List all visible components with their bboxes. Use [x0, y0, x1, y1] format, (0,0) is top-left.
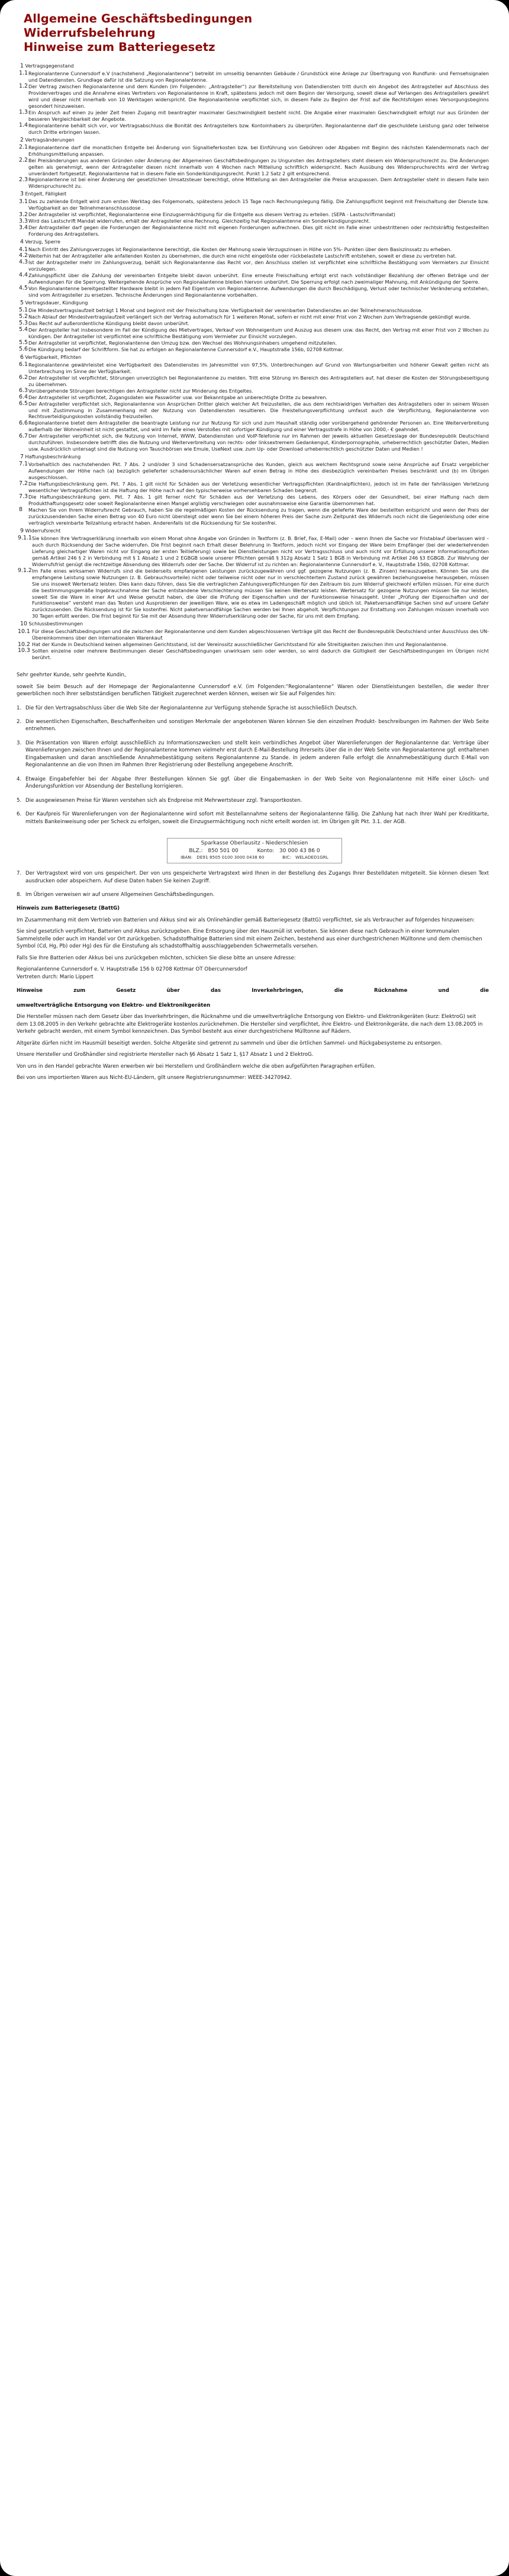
agb-item	[17, 314, 489, 320]
agb-item-text: Ein Anspruch auf einen zu jeder Zeit freien Zugang mit beantragter maximaler Geschwindigkeit besteht nicht. Die Angabe einer maximalen Geschwindigkeit erfolgt nur aus Gründen der besseren Vergleichbarkeit der Angebote.	[28, 109, 489, 122]
bank-iban-bic	[170, 855, 339, 860]
letter-item-number: 6.	[17, 811, 22, 818]
agb-item-text: Regionalantenne darf die monatlichen Entgelte bei Änderung von Signallieferkosten bzw. bei Einführung von Gebühren oder Abgaben mit Beginn des nächsten Kalendermonats nach der Erhöhungsmitteilung anpassen.	[28, 144, 489, 157]
agb-item-number: 6.6	[19, 419, 28, 426]
letter-item-number: 1.	[17, 705, 22, 711]
letter-item	[17, 891, 489, 898]
agb-item-number: 1.1	[19, 70, 28, 77]
blz-label: BLZ.:	[189, 847, 203, 854]
agb-section-number: 3	[20, 191, 24, 198]
agb-section-title: Vertragsgegenstand	[23, 62, 74, 69]
blz-value: 850 501 00	[208, 847, 239, 854]
iban-label: IBAN:	[181, 854, 193, 860]
agb-item-text: Die Mindestvertragslaufzeit beträgt 1 Monat und beginnt mit der Freischaltung bzw. Verfügbarkeit der vereinbarten Datendienstes an der Teilnehmeranschlussdose.	[28, 307, 423, 314]
agb-item-text: Der Antragsteller verpflichtet sich, Regionalantenne von Ansprüchen Dritter gleich welcher Art freizustellen, die aus dem rechtswidrigen Verhalten des Antragstellers oder in seinem Wissen und mit Zustimmung in Zusammenhang mit der Nutzung von Datendiensten resultieren. Die Freistellungsverpflichtung umfasst auch die Verpflichtung, Regionalantenne von Rechtsverteidigungskosten vollständig freizustellen.	[28, 400, 489, 420]
agb-item-number: 7.2	[19, 480, 28, 487]
agb-item	[17, 481, 489, 494]
agb-item	[17, 307, 489, 314]
agb-item-number: 4.5	[19, 285, 28, 292]
agb-section-title: Haftungsbeschränkung	[23, 454, 81, 460]
agb-section-number: 4	[20, 239, 24, 246]
agb-item-number: 6.4	[19, 393, 28, 400]
agb-section-title: Entgelt, Fälligkeit	[23, 191, 67, 197]
agb-item	[17, 401, 489, 420]
agb-body	[11, 56, 498, 661]
elektrog-paragraph-4: Von uns in den Handel gebrachte Waren erwerben wir bei Herstellern und Großhändlern welche die oben aufgeführten Paragraphen erfüllen.	[17, 1063, 376, 1069]
agb-item-number: 9.1.1	[18, 535, 32, 542]
agb-item	[17, 253, 489, 259]
agb-item	[17, 461, 489, 481]
letter-item	[17, 740, 489, 769]
title-line-3: Hinweise zum Batteriegesetz	[24, 40, 215, 54]
agb-item-text: Machen Sie von Ihrem Widerrufsrecht Gebrauch, haben Sie die regelmäßigen Kosten der Rücksendung zu tragen, wenn die gelieferte Ware der bestellten entspricht und wenn der Preis der zurückzusendenden Sache einen Betrag von 40 Euro nicht übersteigt oder wenn Sie bei einem höheren Preis der Sache zum Zeitpunkt des Widerrufs noch nicht die Gegenleistung oder eine vertraglich vereinbarte Teilzahlung erbracht haben. Anderenfalls ist die Rücksendung für Sie kostenfrei.	[28, 506, 489, 526]
agb-item-number: 1.4	[19, 121, 28, 129]
letter-item	[17, 797, 489, 804]
battg-paragraph-3: Falls Sie Ihre Batterien oder Akkus bei uns zurückgeben möchten, schicken Sie diese bitte an unsere Adresse:	[17, 955, 296, 961]
agb-item-number: 3.1	[19, 198, 28, 205]
letter-item	[17, 705, 489, 712]
agb-item-number: 2.2	[19, 156, 28, 163]
agb-item	[17, 224, 489, 237]
agb-item-number: 6.2	[19, 374, 28, 381]
agb-item-text: Wird das Lastschrift Mandat widerrufen, erhält der Antragsteller eine Rechnung. Gleichzeitig hat Regionalantenne ein Sonderkündigungsrecht.	[28, 218, 371, 224]
agb-item-text: Regionalantenne Cunnersdorf e.V (nachstehend „Regionalantenne“) betreibt im umseitig benannten Gebäude / Grundstück eine Anlage zur Übertragung von Rundfunk- und Fernsehsignalen und Datendiensten. Grundlage dafür ist die Satzung von Regionalantenne.	[28, 70, 489, 83]
agb-item-number: 6.7	[19, 432, 28, 439]
agb-section-title: Vertragsänderungen	[23, 136, 75, 143]
agb-section-title: Vertragsdauer, Kündigung	[23, 299, 88, 306]
agb-item	[17, 123, 489, 136]
agb-section-heading	[17, 62, 489, 70]
agb-item	[17, 362, 489, 375]
agb-item	[17, 420, 489, 433]
customer-letter-tail	[11, 863, 498, 898]
letter-item-number: 5.	[17, 797, 22, 804]
title-line-2: Widerrufsbelehrung	[24, 25, 156, 40]
agb-item-number: 5.4	[19, 326, 28, 333]
agb-item	[17, 70, 489, 83]
letter-salutation: Sehr geehrter Kunde, sehr geehrte Kundin,	[17, 672, 126, 679]
letter-item-text: Die für den Vertragsabschluss über die Web Site der Regionalantenne zur Verfügung stehende Sprache ist ausschließlich Deutsch.	[25, 705, 358, 711]
letter-item-text: Der Vertragstext wird von uns gespeichert. Der von uns gespeicherte Vertragstext wird Ihnen in der Bestellung des Zugangs Ihrer Bestelldaten mitgeteilt. Sie können diesen Text ausdrucken oder abspeichern. Auf diese Daten haben Sie keinen Zugriff.	[25, 871, 489, 884]
agb-item-text: Im Falle eines wirksamen Widerrufs sind die beiderseits empfangenen Leistungen zurückzugewähren und ggf. gezogene Nutzungen (z. B. Zinsen) herauszugeben. Können Sie uns die empfangene Leistung sowie Nutzungen (z. B. Gebrauchsvorteile) nicht oder teilweise nicht oder nur in verschlechtertem Zustand zurück gewähren beziehungsweise herausgeben, müssen Sie uns insoweit Wertersatz leisten. Dies kann dazu führen, dass Sie die vertraglichen Zahlungsverpflichtungen für den Zeitraum bis zum Widerruf gleichwohl erfüllen müssen. Für eine durch die bestimmungsgemäße Ingebrauchnahme der Sache entstandene Verschlechterung müssen Sie keinen Wertersatz leisten. Wertersatz für gezogene Nutzungen müssen Sie nur leisten, soweit Sie die Ware in einer Art und Weise genutzt haben, die über die Prüfung der Eigenschaften und der Funktionsweise hinausgeht. Unter „Prüfung der Eigenschaften und der Funktionsweise“ versteht man das Testen und Ausprobieren der jeweiligen Ware, wie es etwa im Ladengeschäft möglich und üblich ist. Paketversandfähige Sachen sind auf unsere Gefahr zurückzusenden. Die Rücksendung ist für Sie kostenfrei. Nicht paketversandfähige Sachen werden bei Ihnen abgeholt. Verpflichtungen zur Erstattung von Zahlungen müssen innerhalb von 30 Tagen erfüllt werden. Die Frist beginnt für Sie mit der Absendung Ihrer Widerrufserklärung oder der Sache, für uns mit dem Empfang.	[32, 567, 489, 619]
agb-item	[17, 568, 489, 620]
agb-item	[17, 388, 489, 394]
agb-item-text: Der Antragsteller hat insbesondere im Fall der Kündigung des Mietvertrages, Verkauf von Wohneigentum und Auszug aus diesem usw. das Recht, den Vertrag mit einer Frist von 2 Wochen zu kündigen. Der Antragsteller ist verpflichtet eine schriftliche Bestätigung vom Vermieter zur Einsicht vorzulegen.	[28, 326, 489, 339]
page-title	[11, 8, 498, 56]
agb-item-number: 5.2	[19, 313, 28, 320]
agb-section-number: 2	[20, 136, 24, 143]
agb-item-number: 4.2	[19, 252, 28, 259]
agb-section-title: Verzug, Sperre	[23, 239, 60, 245]
agb-item-number: 6.3	[19, 387, 28, 394]
agb-item	[17, 375, 489, 388]
agb-section-number: 9	[20, 527, 24, 534]
agb-item-text: Der Antragsteller ist verpflichtet, Regionalantenne den Umzug bzw. den Wechsel des Wohnungsinhabers umgehend mitzuteilen.	[28, 339, 337, 346]
elektrog-paragraph-3: Unsere Hersteller und Großhändler sind registrierte Hersteller nach §6 Absatz 1 Satz 1, §17 Absatz 1 und 2 ElektroG.	[17, 1052, 314, 1058]
agb-item	[17, 628, 489, 641]
agb-item-number: 10.1	[18, 628, 30, 635]
agb-item-text: Die Haftungsbeschränkung gem. Pkt. 7 Abs. 1 gilt nicht für Schäden aus der Verletzung wesentlicher Vertragspflichten (Kardinalpflichten), jedoch ist im Falle der fahrlässigen Verletzung wesentlicher Vertragspflichten ist die Haftung der Höhe nach auf den typischerweise vorhersehbaren Schaden begrenzt.	[28, 481, 489, 494]
agb-item-text: Vorübergehende Störungen berechtigen den Antragsteller nicht zur Minderung des Entgeltes.	[28, 387, 253, 394]
agb-item-number: 3.2	[19, 211, 28, 218]
iban-value: DE91 8505 0100 3000 0438 60	[196, 854, 265, 860]
battg-heading: Hinweis zum Batteriegesetz (BattG)	[17, 905, 120, 912]
agb-item	[17, 144, 489, 158]
agb-item-text: Sollten einzelne oder mehrere Bestimmungen dieser Geschäftsbedingungen unwirksam sein oder werden, so wird dadurch die Gültigkeit der Geschäftsbedingungen im Übrigen nicht berührt.	[32, 648, 489, 661]
agb-item	[17, 641, 489, 648]
agb-section-title: Widerrufsrecht	[23, 527, 61, 534]
bank-name: Sparkasse Oberlausitz - Niederschlesien	[201, 840, 308, 846]
agb-section-heading	[17, 354, 489, 362]
agb-item-number: 10.2	[18, 641, 30, 648]
agb-item	[17, 346, 489, 353]
agb-item-number: 1.2	[19, 83, 28, 90]
agb-item-number: 2.1	[19, 143, 28, 150]
agb-item-number: 4.1	[19, 246, 28, 253]
agb-item-number: 5.1	[19, 307, 28, 314]
letter-item-number: 2.	[17, 719, 22, 725]
agb-item-text: Für diese Geschäftsbedingungen und die zwischen der Regionalantenne und dem Kunden abgeschlossenen Verträge gilt das Recht der Bundesrepublik Deutschland unter Ausschluss des UN-Übereinkommens über den internationalen Warenkauf.	[32, 628, 489, 641]
agb-section-heading	[17, 136, 489, 144]
agb-section-number: 1	[20, 62, 24, 69]
agb-item-text: Der Antragsteller verpflichtet sich, die Nutzung von Internet, WWW, Datendiensten und VoIP-Telefonie nur im Rahmen der jeweils aktuellen Gesetzeslage der Bundesrepublik Deutschland durchzuführen. Insbesondere betrifft dies die Nutzung und Weiterverbreitung von rechts- oder linksextremem Gedankengut, Kinderpornographie, urheberrechtlich geschützter Daten, Medien usw. Ausdrücklich untersagt sind die Nutzung von Tauschbörsen wie Emule, UseNext usw. zum Up- oder Download urheberrechtlich geschützter Daten und Medien !	[28, 433, 489, 452]
agb-section-heading	[17, 190, 489, 198]
elektrog-paragraph-5: Bei von uns importierten Waren aus Nicht-EU-Ländern, gilt unsere Registrierungsnummer: WEEE-34270942.	[17, 1075, 292, 1081]
battg-section	[11, 898, 498, 981]
bank-blz-konto	[170, 847, 339, 855]
agb-item-text: Nach Eintritt des Zahlungsverzuges ist Regionalantenne berechtigt, die Kosten der Mahnung sowie Verzugszinsen in Höhe von 5%- Punkten über dem Basiszinssatz zu erheben.	[28, 246, 452, 253]
agb-item-number: 5.3	[19, 320, 28, 327]
agb-item-text: Der Antragsteller ist verpflichtet, Zugangsdaten wie Passwörter usw. vor Bekanntgabe an unberechtigte Dritte zu bewahren.	[28, 394, 328, 400]
letter-item	[17, 811, 489, 826]
agb-section-heading	[17, 238, 489, 246]
agb-item-number: 3.3	[19, 217, 28, 224]
agb-item	[17, 507, 489, 526]
agb-section-heading	[17, 527, 489, 535]
agb-item-text: Das zu zahlende Entgelt wird zum ersten Werktag des Folgemonats, spätestens jedoch 15 Tage nach Rechnungslegung fällig. Die Zahlungspflicht beginnt mit Freischaltung der Dienste bzw. Verfügbarkeit an der Teilnehmeranschlussdose .	[28, 198, 489, 211]
letter-item-text: Die wesentlichen Eigenschaften, Beschaffenheiten und sonstigen Merkmale der angebotenen Waren können Sie den einzelnen Produkt- beschreibungen im Rahmen der Web Seite entnehmen.	[25, 719, 489, 733]
agb-section-heading	[17, 620, 489, 628]
letter-item-text: Die Präsentation von Waren erfolgt ausschließlich zu Informationszwecken und stellt kein verbindliches Angebot über Warenlieferungen der Regionalantenne dar. Verträge über Warenlieferungen zwischen Ihnen und der Regionalantenne kommen vielmehr erst durch E-Mail-Bestellung Ihrerseits über die in der Web Seite von Regionalantenne ggf. enthaltenen Eingabemasken und daran anschließende Annahmebestätigung seitens Regionalantenne zu Stande. In jedem anderen Falle erfolgt die Annahmebestätigung durch E-Mail von Regionalantenne an die von Ihnen im Rahmen Ihrer Registrierung oder Bestellung angegebene Anschrift.	[25, 740, 489, 769]
customer-letter	[11, 661, 498, 832]
konto-value: 30 000 43 86 0	[279, 847, 320, 854]
bank-details-box	[167, 838, 342, 863]
agb-item-text: Ist der Antragsteller mehr im Zahlungsverzug, behält sich Regionalantenne das Recht vor, den Anschluss stellen ist verpflichtet eine schriftliche Bestätigung vom Vermieters zur Einsicht vorzulegen.	[28, 259, 489, 272]
agb-item-text: Weiterhin hat der Antragsteller alle anfallenden Kosten zu übernehmen, die durch eine nicht eingelöste oder rückbelastete Lastschrift entstehen, soweit er diese zu vertreten hat.	[28, 253, 457, 259]
agb-item-text: Hat der Kunde in Deutschland keinen allgemeinen Gerichtsstand, ist der Vereinssitz ausschließlicher Gerichtsstand für alle Streitigkeiten zwischen ihm und Regionalantenne.	[32, 641, 448, 648]
bic-label: BIC:	[282, 854, 291, 860]
agb-item-text: Regionalantenne gewährleistet eine Verfügbarkeit des Datendienstes im Jahresmittel von 97,5%. Unterbrechungen auf Grund von Wartungsarbeiten und höherer Gewalt gelten nicht als Unterbrechung im Sinne der Verfügbarkeit.	[28, 361, 489, 374]
agb-item	[17, 272, 489, 285]
letter-item-number: 8.	[17, 892, 22, 898]
agb-item	[17, 246, 489, 253]
battg-paragraph-1: Im Zusammenhang mit dem Vertrieb von Batterien und Akkus sind wir als Onlinehändler gemäß Batteriegesetz (BattG) verpflichtet, sie als Verbraucher auf folgendes hinzuweisen:	[17, 917, 475, 923]
agb-item	[17, 320, 489, 327]
agb-item-text: Von Regionalantenne bereitgestellter Hardware bleibt in jedem Fall Eigentum von Regionalantenne. Aufwendungen die durch Beschädigung, Verlust oder technischer Veränderung entstehen, sind vom Antragsteller zu ersetzen. Technische Änderungen sind Regionalantenne vorbehalten.	[28, 285, 489, 298]
agb-item-text: Nach Ablauf der Mindestvertragslaufzeit verlängert sich der Vertrag automatisch für 1 weiteren Monat, sofern er nicht mit einer Frist von 2 Wochen zum Vertragsende gekündigt wurde.	[28, 314, 471, 320]
letter-item	[17, 718, 489, 733]
agb-item-number: 4.3	[19, 259, 28, 266]
battg-paragraph-2: Sie sind gesetzlich verpflichtet, Batterien und Akkus zurückzugeben. Eine Entsorgung über den Hausmüll ist verboten. Sie können diese nach Gebrauch in einer kommunalen Sammelstelle oder auch im Handel vor Ort zurückgeben. Schadstoffhaltige Batterien sind mit einem Zeichen, bestehend aus einer durchgestrichenen Mülltonne und dem chemischen Symbol (Cd, Hg, Pb) oder Hg) des für die Einstufung als schadstoffhaltig ausschlaggebenden Schwermetalls versehen.	[17, 929, 482, 950]
agb-item-text: Regionalantenne behält sich vor, vor Vertragsabschluss die Bonität des Antragstellers bzw. Kontoinhabers zu überprüfen. Regionalantenne darf die geschuldete Leistung ganz oder teilweise durch Dritte erbringen lassen.	[28, 122, 489, 135]
letter-item-text: Etwaige Eingabefehler bei der Abgabe Ihrer Bestellungen können Sie ggf. über die Eingabemasken in der Web Seite von Regionalantenne mit Hilfe einer Lösch- und Änderungsfunktion vor Absendung der Bestellung korrigieren.	[25, 776, 489, 790]
agb-item-number: 4.4	[19, 272, 28, 279]
agb-item	[17, 218, 489, 224]
agb-item-text: Die Kündigung bedarf der Schriftform. Sie hat zu erfolgen an Regionalantenne Cunnersdorf e.V., Hauptstraße 156b, 02708 Kottmar.	[28, 346, 344, 352]
agb-item	[17, 494, 489, 507]
agb-section-number: 7	[20, 454, 24, 461]
agb-item	[17, 327, 489, 340]
agb-item-number: 10.3	[18, 647, 30, 654]
agb-section-number: 10	[20, 621, 27, 628]
title-line-1: Allgemeine Geschäftsbedingungen	[24, 12, 253, 25]
agb-item	[17, 433, 489, 452]
elektrog-paragraph-2: Altgeräte dürfen nicht im Hausmüll beseitigt werden. Solche Altgeräte sind getrennt zu sammeln und über die örtlichen Sammel- und Rückgabesysteme zu entsorgen.	[17, 1040, 442, 1046]
agb-section-heading	[17, 299, 489, 307]
letter-item-number: 4.	[17, 776, 22, 782]
agb-item	[17, 110, 489, 123]
agb-item-number: 2.3	[19, 176, 28, 183]
elektrog-heading-line-2: umweltverträgliche Entsorgung von Elektro- und Elektronikgeräten	[17, 1002, 211, 1008]
agb-item-text: Regionalantenne ist bei einer Änderung der gesetzlichen Umsatzsteuer berechtigt, ohne Mitteilung an den Antragsteller die Preise anzupassen. Dem Antragsteller steht in diesem Falle kein Widerspruchsrecht zu.	[28, 176, 489, 189]
agb-item	[17, 211, 489, 218]
agb-item-number: 7.3	[19, 493, 28, 500]
agb-item-text: Das Recht auf außerordentliche Kündigung bleibt davon unberührt.	[28, 320, 190, 326]
letter-item-number: 3.	[17, 740, 22, 746]
agb-item-text: Der Antragsteller darf gegen die Forderungen der Regionalantenne nicht mit eigenen Forderungen aufrechnen. Dies gilt nicht im Falle einer unbestrittenen oder rechtskräftig festgestellten Forderung des Antragstellers.	[28, 224, 489, 237]
agb-item-text: Zahlungspflicht über die Zahlung der vereinbarten Entgelte bleibt davon unberührt. Eine erneute Freischaltung erfolgt erst nach vollständiger Bezahlung der offenen Beträge und der Aufwendungen für die Sperrung. Weitergehende Ansprüche von Regionalantenne bleiben hiervon unberührt. Die Sperrung erfolgt nach zweimaliger Mahnung, mit Ankündigung der Sperre.	[28, 272, 489, 285]
letter-item-text: Die ausgewiesenen Preise für Waren verstehen sich als Endpreise mit Mehrwertsteuer zzgl. Transportkosten.	[25, 797, 302, 804]
agb-item-number: 6.5	[19, 400, 28, 407]
agb-item	[17, 285, 489, 298]
agb-item-number: 1.3	[19, 108, 28, 115]
agb-section-title: Verfügbarkeit, Pflichten	[23, 354, 82, 360]
agb-section-heading	[17, 453, 489, 461]
agb-item-text: Die Haftungsbeschränkung gem. Pkt. 7 Abs. 1 gilt ferner nicht für Schäden aus der Verletzung des Lebens, des Körpers oder der Gesundheit, bei einer Haftung nach dem Produkthaftungsgesetz oder soweit Regionalantenne einen Mangel arglistig verschwiegen oder ausnahmsweise eine Garantie übernommen hat.	[28, 494, 489, 506]
letter-item-text: Im Übrigen verweisen wir auf unsere Allgemeinen Geschäftsbedingungen.	[25, 892, 215, 898]
elektrog-heading-line-1: Hinweise zum Gesetz über das Inverkehrbringen, die Rücknahme und die	[17, 988, 489, 994]
letter-item	[17, 870, 489, 885]
battg-address-line-1: Regionalantenne Cunnersdorf e. V. Hauptstraße 156 b 02708 Kottmar OT Obercunnersdorf	[17, 966, 247, 973]
letter-items	[17, 705, 489, 832]
letter-tail-items	[17, 863, 489, 898]
agb-item-number: 5.6	[19, 345, 28, 352]
agb-item-text: Bei Preisänderungen aus anderen Gründen oder Änderung der Allgemeinen Geschäftsbedingungen zu Ungunsten des Antragstellers steht diesem ein Widerspruchsrecht zu. Die Änderungen gelten als genehmigt, wenn der Antragsteller diesen nicht innerhalb von 4 Wochen nach Mitteilung schriftlich widerspricht. Nach Ausübung des Widerspruchsrechts wird der Vertrag unverändert fortgesetzt. Regionalantenne hat in diesem Falle ein Sonderkündigungsrecht. Punkt 1.2 Satz 2 gilt entsprechend.	[28, 157, 489, 176]
agb-item	[17, 259, 489, 272]
agb-item-text: Sie können Ihre Vertragserklärung innerhalb von einem Monat ohne Angabe von Gründen in Textform (z. B. Brief, Fax, E-Mail) oder – wenn Ihnen die Sache vor Fristablauf überlassen wird – auch durch Rücksendung der Sache widerrufen. Die Frist beginnt nach Erhalt dieser Belehrung in Textform, jedoch nicht vor Eingang der Ware beim Empfänger (bei der wiederkehrenden Lieferung gleichartiger Waren nicht vor Eingang der ersten Teillieferung) sowie bei Dienstleistungen nicht vor Vertragsschluss und auch nicht vor Erfüllung unserer Informationspflichten gemäß Artikel 246 § 2 in Verbindung mit § 1 Absatz 1 und 2 EGBGB sowie unserer Pflichten gemäß § 312g Absatz 1 Satz 1 BGB in Verbindung mit Artikel 246 §3 EGBGB. Zur Wahrung der Widerrufsfrist genügt die rechtzeitige Absendung des Widerrufs oder der Sache. Der Widerruf ist zu richten an: Regionalantenne Cunnersdorf e. V., Hauptstraße 156b, 02708 Kottmar.	[32, 535, 489, 567]
battg-address-line-2: Vertreten durch: Mario Lippert	[17, 974, 94, 980]
agb-item	[17, 198, 489, 211]
agb-item-number: 6.1	[19, 361, 28, 368]
konto-label: Konto:	[257, 847, 275, 854]
letter-item-text: Der Kaufpreis für Warenlieferungen von der Regionalantenne wird sofort mit Bestellannahme seitens der Regionalantenne fällig. Die Zahlung hat nach Ihrer Wahl per Kreditkarte, mittels Bankeinweisung oder per Scheck zu erfolgen, soweit die Einzugsermächtigung noch nicht erteilt worden ist. Im Übrigen gilt Pkt. 3.1. der AGB.	[25, 811, 489, 825]
agb-item-number: 8	[19, 506, 22, 513]
agb-item	[17, 394, 489, 401]
agb-item-text: Vorbehaltlich des nachstehenden Pkt. 7 Abs. 2 und/oder 3 sind Schadensersatzansprüche des Kunden, gleich aus welchem Rechtsgrund sowie seine Ansprüche auf Ersatz vergeblicher Aufwendungen der Höhe nach (a) bezüglich gelieferter schadensursächlicher Waren auf einen Betrag in Höhe des diesbezüglich vereinbarten Preises beschränkt und (b) im Übrigen ausgeschlossen.	[28, 461, 489, 481]
agb-item	[17, 83, 489, 110]
letter-item-number: 7.	[17, 871, 22, 877]
elektrog-section	[11, 981, 498, 1082]
agb-item	[17, 158, 489, 177]
agb-section-number: 6	[20, 354, 24, 361]
elektrog-paragraph-1: Die Hersteller müssen nach dem Gesetz über das Inverkehrbringen, die Rücknahme und die umweltverträgliche Entsorgung von Elektro- und Elektronikgeräten (kurz: ElektroG) seit dem 13.08.2005 in den Verkehr gebrachte alte Elektrogeräte kostenlos zurücknehmen. Die Hersteller sind verpflichtet, ihre Elektro- und Elektronikgeräte, die nach dem 13.08.2005 in Verkehr gebracht werden, mit einem Symbol kennzeichnen. Das Symbol besteht aus einer durchgestrichene Mülltonne auf Rädern.	[17, 1014, 483, 1035]
agb-item-number: 7.1	[19, 461, 28, 468]
agb-item	[17, 176, 489, 189]
agb-section-title: Schlussbestimmungen	[27, 621, 83, 627]
agb-sections	[17, 62, 489, 661]
agb-item-number: 5.5	[19, 339, 28, 346]
agb-section-number: 5	[20, 299, 24, 306]
letter-item	[17, 776, 489, 791]
agb-item	[17, 340, 489, 346]
agb-item-number: 9.1.2	[18, 567, 32, 574]
agb-item	[17, 535, 489, 568]
agb-item-text: Der Vertrag zwischen Regionalantenne und dem Kunden (im Folgenden: „Antragsteller“) zur Bereitstellung von Datendiensten tritt durch ein Angebot des Antragsteller auf Abschluss des Providervertrages und die Annahme eines Vertreters von Regionalantenne in Kraft, spätestens jedoch mit dem Beginn der Versorgung, soweit diese auf Verlangen des Antragstellers gewährt wird und dieser nicht innerhalb von 10 Werktagen widerspricht. Die Regionalantenne verpflichtet sich, in diesem Falle zu Beginn der Frist auf die Rechtsfolgen eines Versorgungsbeginns gesondert hinzuweisen.	[28, 83, 489, 109]
letter-intro: soweit Sie beim Besuch auf der Homepage der Regionalantenne Cunnersdorf e.V. (im Folgenden:“Regionalantenne“ Waren oder Dienstleistungen bestellen, die weder Ihrer gewerblichen noch Ihrer selbstständigen beruflichen Tätigkeit zugerechnet werden können, weisen wir Sie auf Folgendes hin:	[17, 683, 489, 698]
agb-item-number: 3.4	[19, 224, 28, 231]
agb-item-text: Regionalantenne bietet dem Antragsteller die beantragte Leistung nur zur Nutzung für sich und zum Haushalt ständig oder vorübergehend gehörender Personen an. Eine Weiterverbreitung außerhalb der Wohneinheit ist nicht gestattet, und wird im Falle eines Verstoßes mit sofortiger Kündigung und einer Vertragsstrafe in Höhe von 2000,- € geahndet.	[28, 420, 489, 433]
bic-value: WELADED1GRL	[295, 854, 328, 860]
agb-item-text: Der Antragsteller ist verpflichtet, Störungen unverzüglich bei Regionalantenne zu melden. Tritt eine Störung im Bereich des Antragstellers auf, hat dieser die Kosten der Störungsbeseitigung zu übernehmen.	[28, 374, 489, 387]
agb-item-text: Der Antragsteller ist verpflichtet, Regionalantenne eine Einzugsermächtigung für die Entgelte aus diesem Vertrag zu erteilen. (SEPA - Lastschriftmandat)	[28, 211, 395, 218]
agb-item	[17, 648, 489, 661]
